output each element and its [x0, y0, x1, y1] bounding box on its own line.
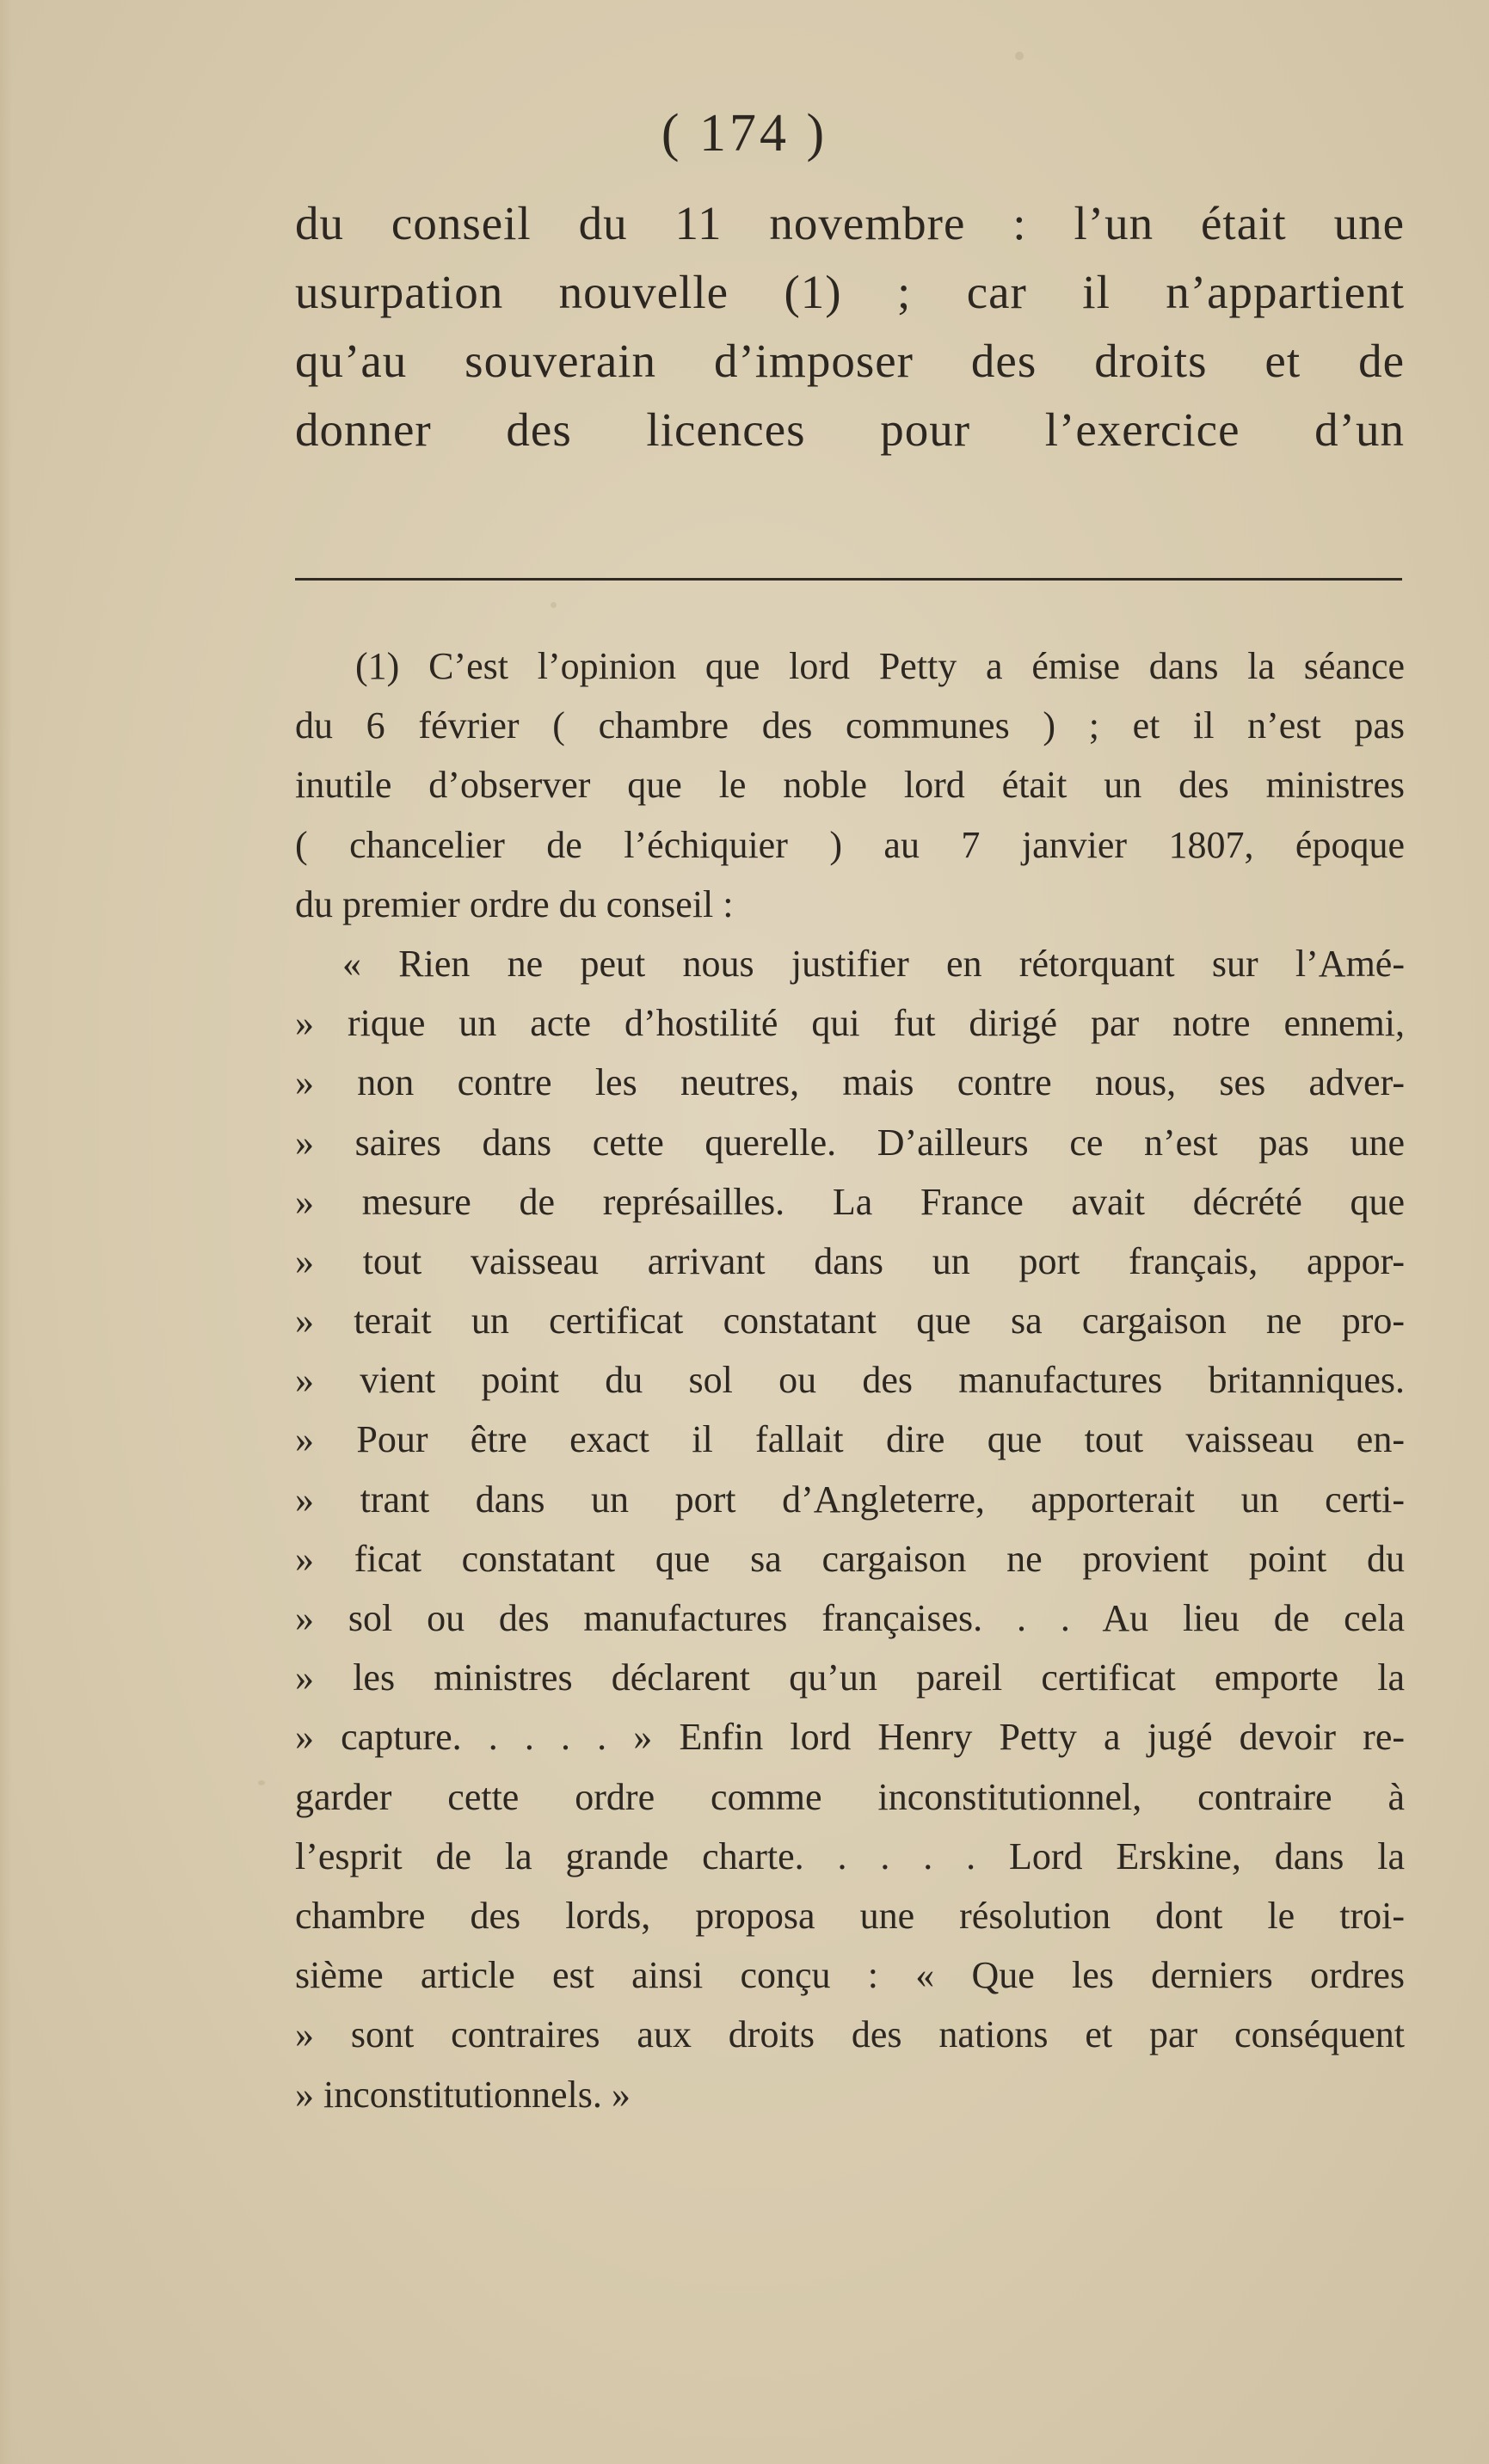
- quote-line: » terait un certificat constatant que sa cargaison ne pro-: [295, 1300, 1405, 1343]
- main-text-line: donner des licences pour l’exercice d’un: [295, 403, 1405, 456]
- quote-line: » les ministres déclarent qu’un pareil certificat emporte la: [295, 1656, 1405, 1699]
- quote-line: « Rien ne peut nous justifier en rétorquant sur l’Amé-: [342, 942, 1405, 985]
- quote-line: » non contre les neutres, mais contre nous, ses adver-: [295, 1061, 1405, 1104]
- main-text-line: du conseil du 11 novembre : l’un était une: [295, 197, 1405, 249]
- footnote-line: garder cette ordre comme inconstitutionnel, contraire à: [295, 1775, 1405, 1818]
- footnote-line: du 6 février ( chambre des communes ) ; et il n’est pas: [295, 704, 1405, 747]
- footnote-line: ( chancelier de l’échiquier ) au 7 janvier 1807, époque: [295, 823, 1405, 866]
- quote-line: » tout vaisseau arrivant dans un port français, appor-: [295, 1239, 1405, 1282]
- quote-line: » rique un acte d’hostilité qui fut dirigé par notre ennemi,: [295, 1002, 1405, 1045]
- paper-spot: [258, 1780, 265, 1785]
- page-edge-shadow: [0, 0, 12, 2464]
- quote-line: » capture. . . . . » Enfin lord Henry Petty a jugé devoir re-: [295, 1716, 1405, 1759]
- quote-line: » sont contraires aux droits des nations et par conséquent: [295, 2013, 1405, 2056]
- quote-line: » mesure de représailles. La France avait décrété que: [295, 1180, 1405, 1223]
- footnote-line: du premier ordre du conseil :: [295, 882, 734, 925]
- main-text-line: usurpation nouvelle (1) ; car il n’appartient: [295, 266, 1405, 318]
- footnote-line: (1) C’est l’opinion que lord Petty a émise dans la séance: [355, 645, 1405, 687]
- footnote-separator-rule: [295, 578, 1402, 581]
- main-text-block: [295, 189, 1405, 464]
- quote-line: » Pour être exact il fallait dire que tout vaisseau en-: [295, 1418, 1405, 1461]
- footnote-line: l’esprit de la grande charte. . . . . Lord Erskine, dans la: [295, 1834, 1405, 1877]
- footnote-line: chambre des lords, proposa une résolution dont le troi-: [295, 1894, 1405, 1937]
- paper-spot: [1015, 52, 1024, 60]
- quote-line: » inconstitutionnels. »: [295, 2073, 631, 2116]
- footnote-block: [295, 636, 1405, 2124]
- quote-line: » trant dans un port d’Angleterre, apporterait un certi-: [295, 1478, 1405, 1521]
- page-number: ( 174 ): [661, 104, 828, 163]
- footnote-line: sième article est ainsi conçu : « Que les derniers ordres: [295, 1954, 1405, 1997]
- main-text-line: qu’au souverain d’imposer des droits et de: [295, 335, 1405, 387]
- quote-line: » ficat constatant que sa cargaison ne provient point du: [295, 1537, 1405, 1580]
- paper-spot: [551, 602, 557, 608]
- footnote-line: inutile d’observer que le noble lord était un des ministres: [295, 764, 1405, 807]
- quote-line: » sol ou des manufactures françaises. . . Au lieu de cela: [295, 1597, 1405, 1639]
- quote-line: » saires dans cette querelle. D’ailleurs ce n’est pas une: [295, 1121, 1405, 1164]
- quote-line: » vient point du sol ou des manufactures britanniques.: [295, 1359, 1405, 1402]
